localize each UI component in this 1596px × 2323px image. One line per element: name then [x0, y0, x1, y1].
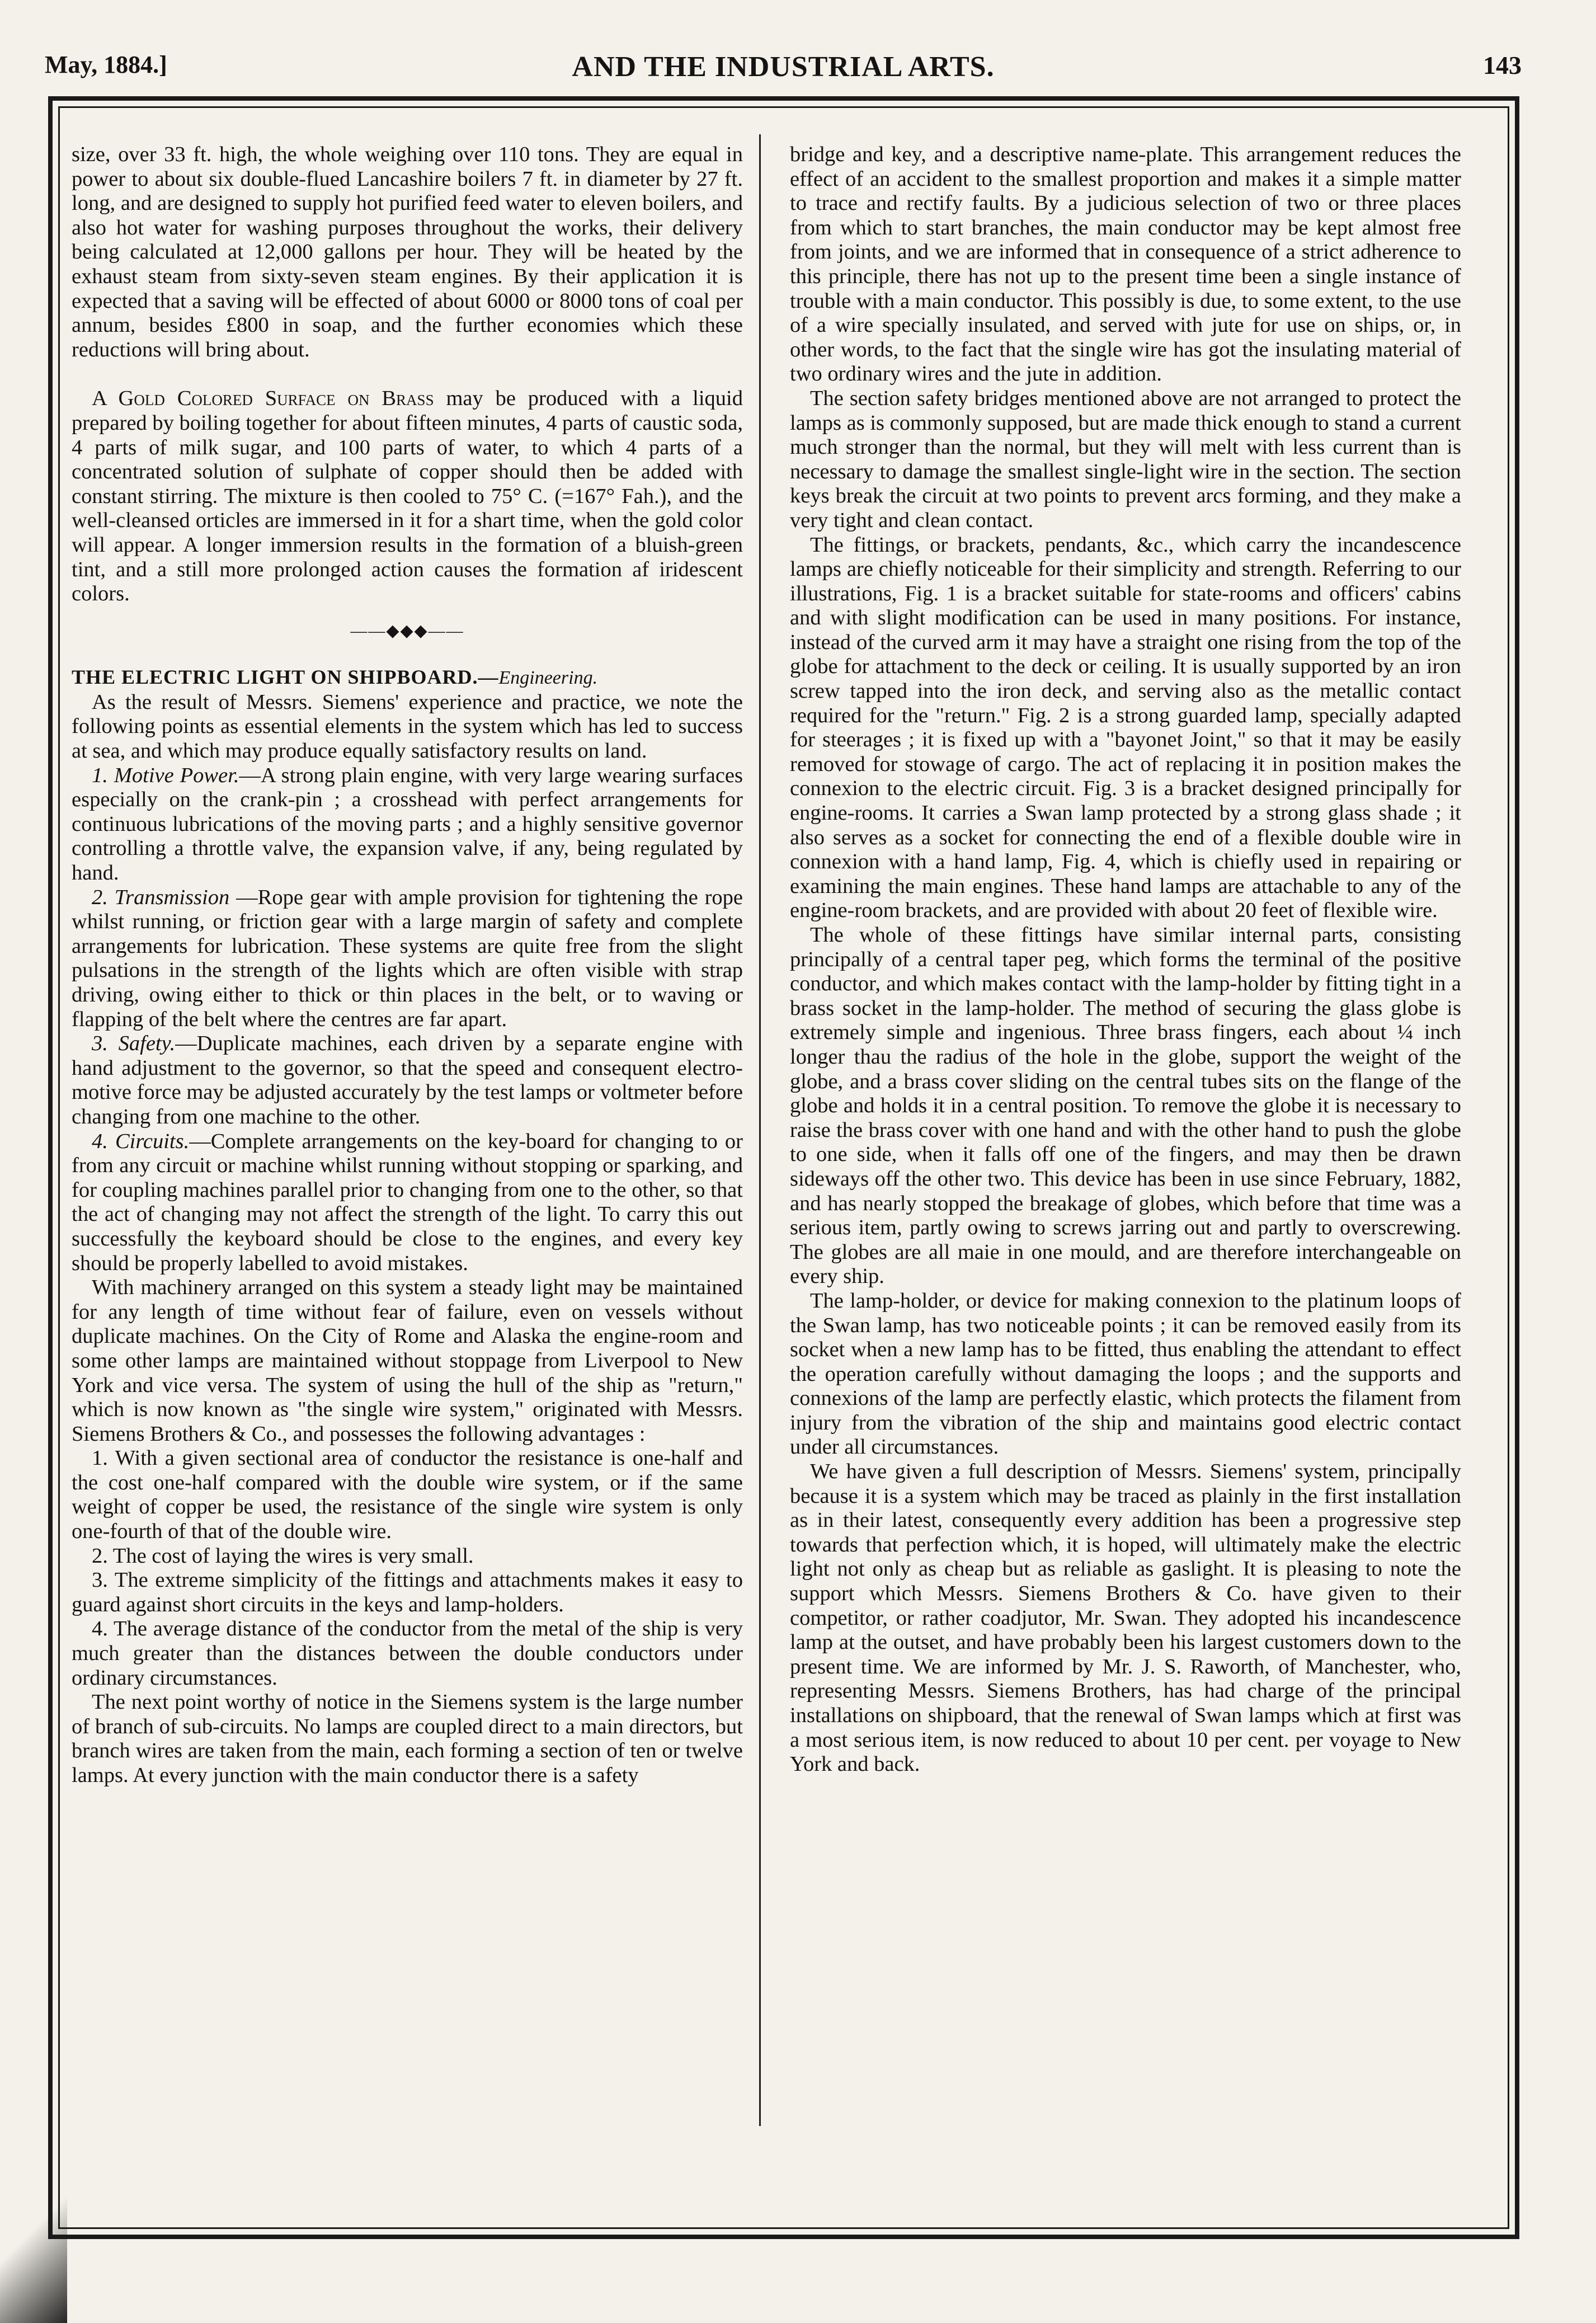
lamp-holder-paragraph: The lamp-holder, or device for making connexion to the platinum loops of the Swan lamp, has two noticeable points ; it can be removed easily from its socket when a new lamp has to be fitted, thus enabling the attendant to effect the operation carefully without damaging the loops ; and the supports and connexions of the lamp are perfectly elastic, which protects the filament from injury from the vibration of the ship and maintains good electric contact under all circumstances.	[790, 1289, 1461, 1459]
point-safety-text: —Duplicate machines, each driven by a separate engine with hand adjustment to the governor, so that the speed and consequent electro-motive force may be adjusted accurately by the test lamps or voltmeter before changing from one machine to the other.	[72, 1032, 743, 1128]
article-intro: As the result of Messrs. Siemens' experience and practice, we note the following points as essential elements in the system which has led to success at sea, and which may produce equally satisfactory results on land.	[72, 690, 743, 763]
gold-surface-paragraph	[72, 387, 743, 606]
point-motive-power-label: 1. Motive Power.	[92, 763, 239, 787]
gold-surface-text: may be produced with a liquid prepared by boiling together for about fifteen minutes, 4 parts of caustic soda, 4 parts of milk sugar, and 100 parts of water, to which 4 parts of a concentrated solution of sulphate of copper should then be added with constant stirring. The mixture is then cooled to 75° C. (=167° Fah.), and the well-cleansed orticles are immersed in it for a shart time, when the gold color will appear. A longer immersion results in the formation of a bluish-green tint, and a still more prolonged action causes the formation af iridescent colors.	[72, 387, 743, 606]
point-safety-label: 3. Safety.	[92, 1032, 176, 1056]
advantage-3: 3. The extreme simplicity of the fittings and attachments makes it easy to guard against short circuits in the keys and lamp-holders.	[72, 1568, 743, 1616]
conclusion-paragraph: We have given a full description of Messrs. Siemens' system, principally because it is a system which may be traced as plainly in the first installation as in their latest, consequently every addition has been a progressive step towards that perfection which, it is hoped, will ultimately make the electric light not only as cheap but as reliable as gaslight. It is pleasing to note the support which Messrs. Siemens Brothers & Co. have given to their competitor, or rather coadjutor, Mr. Swan. They adopted his incandescence lamp at the outset, and have probably been his largest customers down to the present time. We are informed by Mr. J. S. Raworth, of Manchester, who, representing Messrs. Siemens Brothers, has had charge of the principal installations on shipboard, that the renewal of Swan lamps which at first was a most serious item, is now reduced to about 10 per cent. per voyage to New York and back.	[790, 1460, 1461, 1776]
point-circuits	[72, 1130, 743, 1276]
point-safety	[72, 1032, 743, 1129]
point-transmission-text: —Rope gear with ample provision for tightening the rope whilst running, or friction gear with a large margin of safety and complete arrangements for lubrication. These systems are quite free from the slight pulsations in the strength of the lights which are often visible with strap driving, owing either to thick or thin places in the belt, or to waving or flapping of the belt where the centres are far apart.	[72, 885, 743, 1031]
journal-title: AND THE INDUSTRIAL ARTS.	[572, 51, 995, 83]
left-column	[72, 143, 743, 1788]
point-transmission-label: 2. Transmission	[92, 885, 230, 909]
point-transmission	[72, 886, 743, 1032]
point-motive-power-text: —A strong plain engine, with very large wearing surfaces especially on the crank-pin ; a crosshead with perfect arrangements for continuous lubrications of the moving parts ; and a highly sensitive governor controlling a throttle valve, the expansion valve, if any, being regulated by hand.	[72, 763, 743, 885]
issue-date: May, 1884.]	[45, 51, 167, 78]
continued-paragraph: size, over 33 ft. high, the whole weighing over 110 tons. They are equal in power to about six double-flued Lancashire boilers 7 ft. in diameter by 27 ft. long, and are designed to supply hot purified feed water to eleven boilers, and also hot water for washing purposes throughout the works, their delivery being calculated at 12,000 gallons per hour. They will be heated by the exhaust steam from sixty-seven steam engines. By their application it is expected that a saving will be effected of about 6000 or 8000 tons of coal per annum, besides £800 in soap, and the further economies which these reductions will bring about.	[72, 143, 743, 361]
column-rule	[759, 134, 761, 2126]
internal-parts-paragraph: The whole of these fittings have similar internal parts, consisting principally of a central taper peg, which forms the terminal of the positive conductor, and which makes contact with the lamp-holder by fitting tight in a brass socket in the lamp-holder. The method of securing the glass globe is extremely simple and ingenious. Three brass fingers, each about ¼ inch longer thau the radius of the hole in the globe, support the weight of the globe, and a brass cover sliding on the central tubes sits on the flange of the globe and holds it in a central position. To remove the globe it is necessary to raise the brass cover with one hand and with the other hand to push the globe to one side, when it falls off one of the fingers, and may then be drawn sideways off the other two. This device has been in use since February, 1882, and has nearly stopped the breakage of globes, which before that time was a serious item, partly owing to screws jarring out and partly to overscrewing. The globes are all maie in one mould, and are therefore interchangeable on every ship.	[790, 923, 1461, 1289]
point-circuits-text: —Complete arrangements on the key-board for changing to or from any circuit or machine whilst running without stopping or sparking, and for coupling machines parallel prior to changing from one to the other, so that the act of changing may not affect the strength of the light. To carry this out successfully the keyboard should be close to the engines, and every key should be properly labelled to avoid mistakes.	[72, 1129, 743, 1275]
point-circuits-label: 4. Circuits.	[92, 1129, 190, 1153]
headline-text: THE ELECTRIC LIGHT ON SHIPBOARD.—	[72, 666, 499, 689]
article-headline	[72, 665, 743, 690]
next-point-paragraph: The next point worthy of notice in the Siemens system is the large number of branch of sub-circuits. No lamps are coupled direct to a main directors, but branch wires are taken from the main, each forming a section of ten or twelve lamps. At every junction with the main conductor there is a safety	[72, 1690, 743, 1787]
section-safety-paragraph: The section safety bridges mentioned above are not arranged to protect the lamps as is commonly supposed, but are made thick enough to stand a current much stronger than the normal, but they will melt with less current than is necessary to damage the smallest single-light wire in the section. The section keys break the circuit at two points to prevent arcs forming, and they make a very tight and clean contact.	[790, 386, 1461, 532]
fittings-paragraph: The fittings, or brackets, pendants, &c., which carry the incandescence lamps are chiefly noticeable for their simplicity and strength. Referring to our illustrations, Fig. 1 is a bracket suitable for state-rooms and officers' cabins and with slight modification can be used in many positions. For instance, instead of the curved arm it may have a straight one rising from the top of the globe for attachment to the deck or ceiling. It is usually supported by an iron screw tapped into the iron deck, and serving also as the metallic contact required for the "return." Fig. 2 is a strong guarded lamp, specially adapted for steerages ; it is fixed up with a "bayonet Joint," so that it may be easily removed for stowage of cargo. The act of replacing it in position makes the connexion to the electric circuit. Fig. 3 is a bracket designed principally for engine-rooms. It carries a Swan lamp protected by a strong glass shade ; it also serves as a socket for connecting the end of a flexible double wire in connexion with a hand lamp, Fig. 4, which is chiefly used in repairing or examining the main engines. These hand lamps are attachable to any of the engine-room brackets, and are provided with about 20 feet of flexible wire.	[790, 533, 1461, 923]
headline-source: Engineering.	[498, 667, 598, 689]
advantage-1: 1. With a given sectional area of conductor the resistance is one-half and the cost one-half compared with the double wire system, or if the same weight of copper be used, the resistance of the single wire system is only one-fourth of that of the double wire.	[72, 1446, 743, 1544]
point-motive-power	[72, 764, 743, 886]
running-head	[45, 50, 1522, 101]
page-number: 143	[1483, 51, 1522, 79]
advantage-2: 2. The cost of laying the wires is very small.	[92, 1544, 474, 1568]
gold-surface-lead: A Gold Colored Surface on Brass	[92, 387, 434, 411]
continued-paragraph-right: bridge and key, and a descriptive name-plate. This arrangement reduces the effect of an accident to the smallest proportion and makes it a simple matter to trace and rectify faults. By a judicious selection of two or three places from which to start branches, the main conductor may be kept almost free from joints, and we are informed that in consequence of a strict adherence to this principle, there has not up to the present time been a single instance of trouble with a main conductor. This possibly is due, to some extent, to the use of a wire specially insulated, and served with jute for use on ships, or, in other words, to the fact that the single wire has got the insulating material of two ordinary wires and the jute in addition.	[790, 143, 1461, 386]
advantage-4: 4. The average distance of the conductor from the metal of the ship is very much greater than the distances between the double conductors under ordinary circumstances.	[72, 1617, 743, 1690]
right-column	[790, 143, 1461, 1777]
machinery-paragraph: With machinery arranged on this system a steady light may be maintained for any length of time without fear of failure, even on vessels without duplicate machines. On the City of Rome and Alaska the engine-room and some other lamps are maintained without stoppage from Liverpool to New York and vice versa. The system of using the hull of the ship as "return," which is now known as "the single wire system," originated with Messrs. Siemens Brothers & Co., and possesses the following advantages :	[72, 1276, 743, 1446]
section-ornament: ——◆◆◆——	[350, 621, 464, 640]
